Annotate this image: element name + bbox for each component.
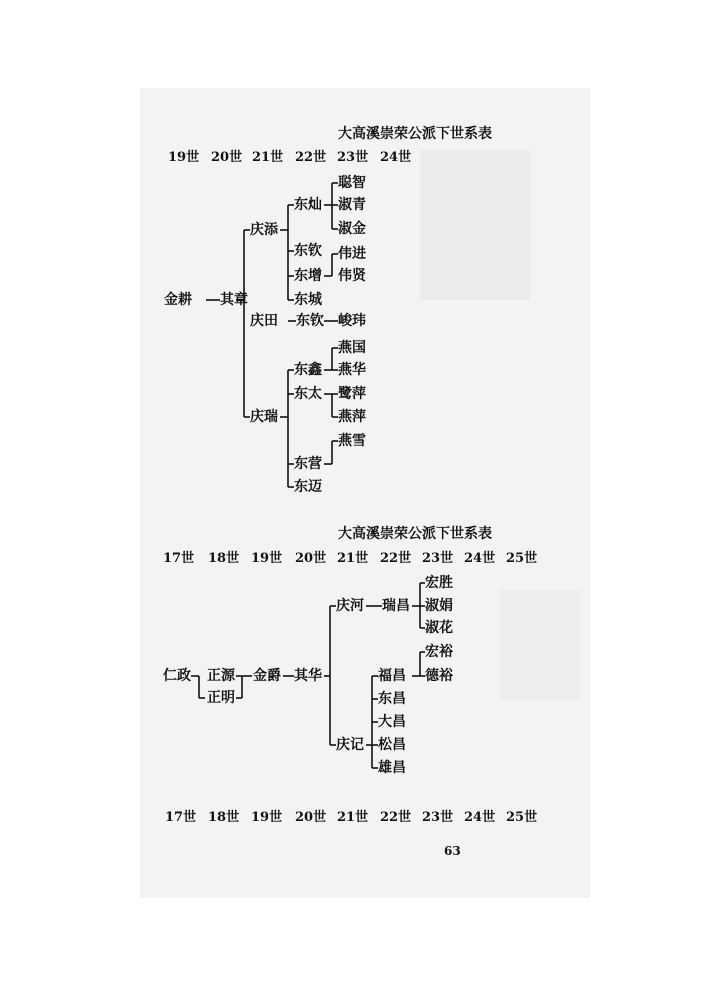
table1-generation-header: 22世	[295, 150, 327, 165]
table2-generation-footer: 20世	[295, 810, 327, 825]
person-name: 东增	[294, 268, 322, 284]
table1-generation-header: 21世	[252, 150, 284, 165]
person-name: 宏胜	[425, 575, 453, 591]
table2-generation-header: 25世	[506, 551, 538, 566]
table1-generation-header: 24世	[380, 150, 412, 165]
person-name: 淑金	[338, 221, 366, 237]
table2-generation-footer: 25世	[506, 810, 538, 825]
person-name: 庆田	[250, 313, 278, 329]
person-name: 庆河	[336, 598, 364, 614]
person-name: 淑花	[425, 620, 453, 636]
person-name: 燕雪	[338, 433, 366, 449]
person-name: 东灿	[294, 197, 322, 213]
person-name: 正明	[207, 690, 235, 706]
table2-generation-header: 21世	[337, 551, 369, 566]
table2-generation-header: 23世	[422, 551, 454, 566]
table2-generation-header: 18世	[208, 551, 240, 566]
table1-generation-header: 20世	[211, 150, 243, 165]
table2-generation-header: 24世	[464, 551, 496, 566]
person-name: 东迈	[294, 479, 322, 495]
page-number: 63	[444, 844, 461, 858]
person-name: 雄昌	[378, 760, 406, 776]
person-name: 伟进	[338, 246, 366, 262]
table2-generation-footer: 23世	[422, 810, 454, 825]
person-name: 东城	[294, 292, 322, 308]
table1-generation-header: 19世	[168, 150, 200, 165]
person-name: 伟贤	[338, 268, 366, 284]
person-name: 东昌	[378, 691, 406, 707]
table2-generation-header: 17世	[163, 551, 195, 566]
person-name: 聪智	[338, 175, 366, 191]
person-name: 东太	[294, 386, 322, 402]
person-name: 金爵	[253, 668, 281, 684]
person-name: 鹭萍	[338, 386, 366, 402]
table2-generation-footer: 24世	[464, 810, 496, 825]
person-name: 庆瑞	[250, 409, 278, 425]
person-name: 其章	[220, 292, 248, 308]
person-name: 金耕	[164, 292, 192, 308]
person-name: 仁政	[163, 668, 191, 684]
person-name: 瑞昌	[382, 598, 410, 614]
person-name: 峻玮	[338, 313, 366, 329]
table2-generation-footer: 17世	[165, 810, 197, 825]
person-name: 庆添	[250, 222, 278, 238]
person-name: 正源	[207, 668, 235, 684]
table2-generation-header: 19世	[251, 551, 283, 566]
table1-title: 大高溪崇荣公派下世系表	[338, 126, 492, 142]
person-name: 东鑫	[294, 362, 322, 378]
table2-generation-header: 20世	[295, 551, 327, 566]
person-name: 庆记	[336, 737, 364, 753]
person-name: 松昌	[378, 737, 406, 753]
person-name: 燕萍	[338, 409, 366, 425]
person-name: 大昌	[378, 714, 406, 730]
person-name: 东钦	[294, 243, 322, 259]
table2-generation-footer: 21世	[337, 810, 369, 825]
person-name: 淑娟	[425, 598, 453, 614]
table2-generation-footer: 22世	[380, 810, 412, 825]
table2-generation-footer: 18世	[208, 810, 240, 825]
table2-generation-footer: 19世	[251, 810, 283, 825]
person-name: 宏裕	[425, 644, 453, 660]
table2-generation-header: 22世	[380, 551, 412, 566]
table2-title: 大高溪崇荣公派下世系表	[338, 526, 492, 542]
person-name: 东钦	[296, 313, 324, 329]
table1-generation-header: 23世	[337, 150, 369, 165]
person-name: 淑青	[338, 197, 366, 213]
person-name: 福昌	[378, 668, 406, 684]
person-name: 燕华	[338, 362, 366, 378]
person-name: 东营	[294, 456, 322, 472]
person-name: 德裕	[425, 668, 453, 684]
person-name: 燕国	[338, 340, 366, 356]
person-name: 其华	[294, 668, 322, 684]
